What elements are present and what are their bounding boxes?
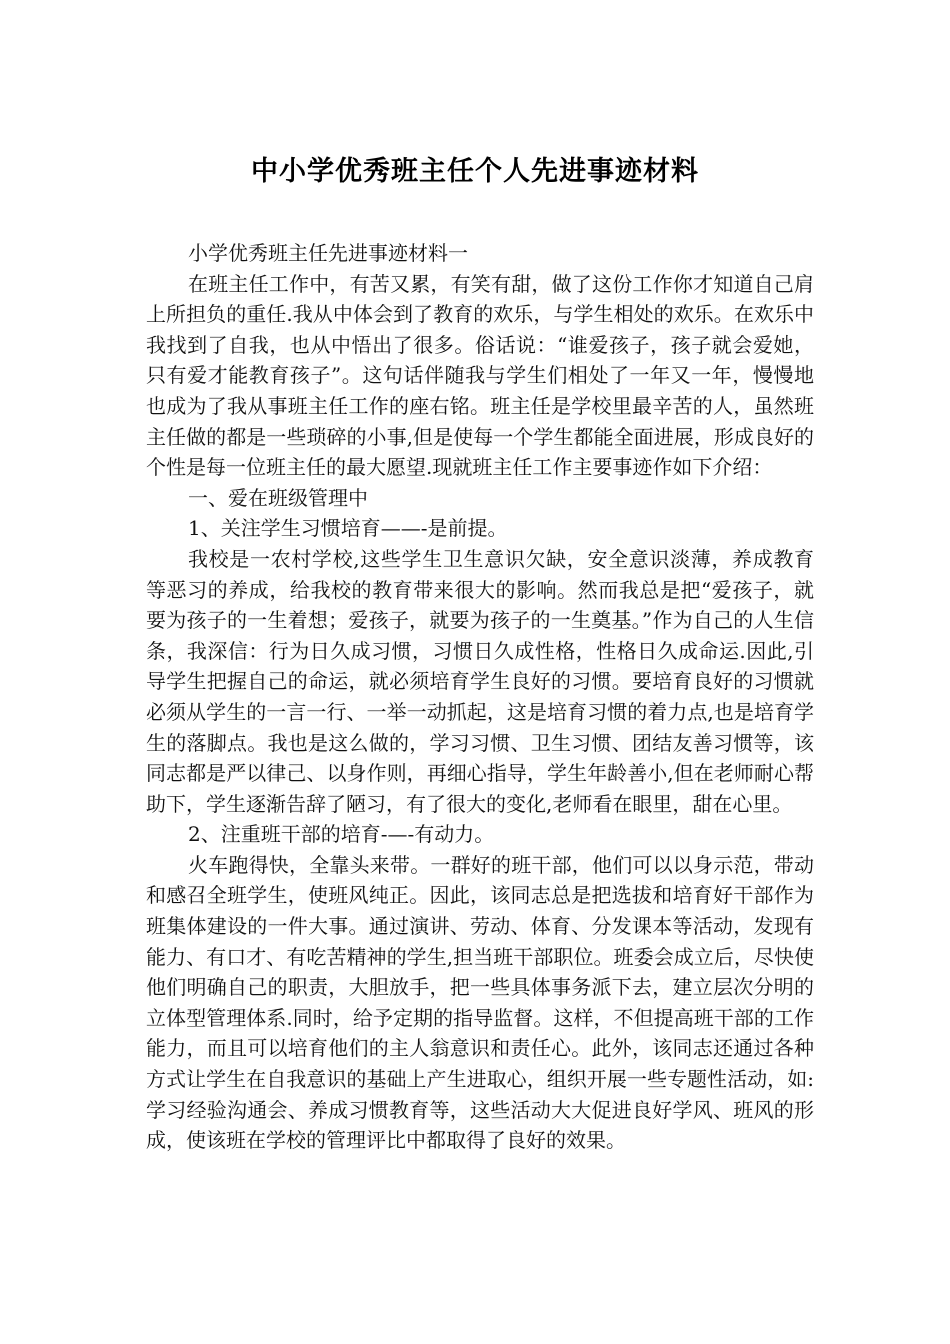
- subsection-heading-2: 2、注重班干部的培育-—-有动力。: [188, 822, 495, 847]
- section-subtitle: 小学优秀班主任先进事迹材料一: [188, 241, 468, 265]
- paragraph-intro: 在班主任工作中，有苦又累，有笑有甜，做了这份工作你才知道自己肩上所担负的重任.我从中体会到了教育的欢乐，与学生相处的欢乐。在欢乐中我找到了自我，也从中悟出了很多。俗话说：“谁爱孩子，孩子就会爱她，只有爱才能教育孩子”。这句话伴随我与学生们相处了一年又一年，慢慢地也成为了我从事班主任工作的座右铭。班主任是学校里最辛苦的人，虽然班主任做的都是一些琐碎的小事,但是使每一个学生都能全面进展，形成良好的个性是每一位班主任的最大愿望.现就班主任工作主要事迹作如下介绍：: [146, 271, 814, 480]
- paragraph-habits: 我校是一农村学校,这些学生卫生意识欠缺，安全意识淡薄，养成教育等恶习的养成，给我校的教育带来很大的影响。然而我总是把“爱孩子，就要为孩子的一生着想；爱孩子，就要为孩子的一生奠基。”作为自己的人生信条，我深信：行为日久成习惯，习惯日久成性格，性格日久成命运.因此,引导学生把握自己的命运，就必须培育学生良好的习惯。要培育良好的习惯就必须从学生的一言一行、一举一动抓起，这是培育习惯的着力点,也是培育学生的落脚点。我也是这么做的，学习习惯、卫生习惯、团结友善习惯等，该同志都是严以律己、以身作则，再细心指导，学生年龄善小,但在老师耐心帮助下，学生逐渐告辞了陋习，有了很大的变化,老师看在眼里，甜在心里。: [146, 546, 814, 816]
- section-heading-1: 一、爱在班级管理中: [188, 485, 368, 510]
- paragraph-class-cadres: 火车跑得快，全靠头来带。一群好的班干部，他们可以以身示范，带动和感召全班学生，使班风纯正。因此，该同志总是把选拔和培育好干部作为班集体建设的一件大事。通过演讲、劳动、体育、分发课本等活动，发现有能力、有口才、有吃苦精神的学生,担当班干部职位。班委会成立后，尽快使他们明确自己的职责，大胆放手，把一些具体事务派下去，建立层次分明的立体型管理体系.同时，给予定期的指导监督。这样，不但提高班干部的工作能力，而且可以培育他们的主人翁意识和责任心。此外，该同志还通过各种方式让学生在自我意识的基础上产生进取心，组织开展一些专题性活动，如:学习经验沟通会、养成习惯教育等，这些活动大大促进良好学风、班风的形成，使该班在学校的管理评比中都取得了良好的效果。: [146, 852, 814, 1153]
- subsection-heading-1: 1、关注学生习惯培育——-是前提。: [188, 516, 508, 541]
- document-title: 中小学优秀班主任个人先进事迹材料: [251, 156, 699, 187]
- document-body: [146, 238, 814, 1156]
